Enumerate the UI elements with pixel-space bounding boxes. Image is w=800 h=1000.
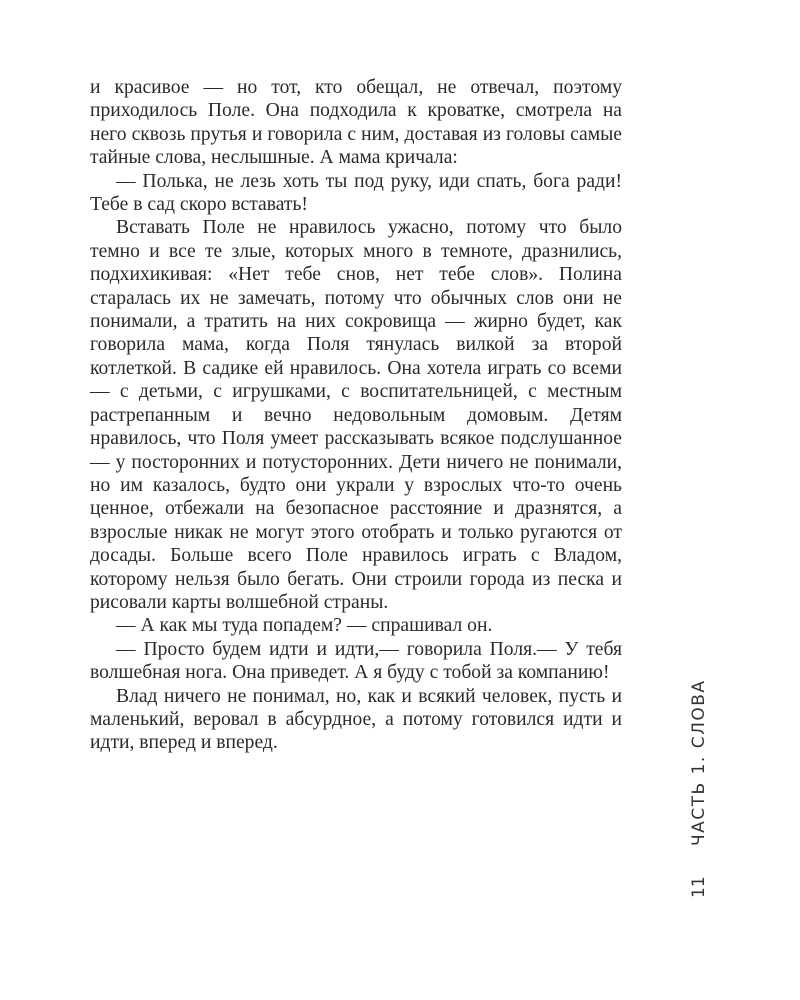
paragraph-continuation: и красивое — но тот, кто обещал, не отвечал, поэтому приходилось Поле. Она подходила к кроватке, смотрела на него сквозь прутья и говорила с ним, доставая из головы самые тайные слова, неслышные. А мама кричала: — [90, 77, 622, 169]
page-sidebar — [689, 679, 710, 900]
paragraph-dialogue-vlad: — А как мы туда попадем? — спрашивал он. — [116, 615, 493, 637]
paragraph-dialogue-mom: — Полька, не лезь хоть ты под руку, иди спать, бога ради! Тебе в сад скоро вставать! — [90, 170, 622, 216]
running-head: ЧАСТЬ 1. СЛОВА — [689, 679, 709, 846]
body-text — [90, 76, 622, 755]
page-number: 11 — [689, 876, 709, 898]
paragraph-closing: Влад ничего не понимал, но, как и всякий человек, пусть и маленький, веровал в абсурдное, а потому готовился идти и идти, вперед и вперед. — [90, 685, 622, 754]
paragraph-dialogue-polya: — Просто будем идти и идти,— говорила Поля.— У тебя волшебная нога. Она приведет. А я буду с тобой за компанию! — [90, 638, 622, 684]
paragraph-narrative: Вставать Поле не нравилось ужасно, потому что было темно и все те злые, которых много в темноте, дразнились, подхихикивая: «Нет тебе снов, нет тебе слов». Полина старалась их не замечать, потому что обычных слов они не понимали, а тратить на них сокровища — жирно будет, как говорила мама, когда Поля тянулась вилкой за второй котлеткой. В садике ей нравилось. Она хотела играть со всеми — с детьми, с игрушками, с воспитательницей, с местным растрепанным и вечно недовольным домовым. Детям нравилось, что Поля умеет рассказывать всякое подслушанное — у посторонних и потусторонних. Дети ничего не понимали, но им казалось, будто они украли у взрослых что-то очень ценное, отбежали на безопасное расстояние и дразнятся, а взрослые никак не могут этого отобрать и только ругаются от досады. Больше всего Поле нравилось играть с Владом, которому нельзя было бегать. Они строили города из песка и рисовали карты волшебной страны. — [90, 217, 622, 613]
